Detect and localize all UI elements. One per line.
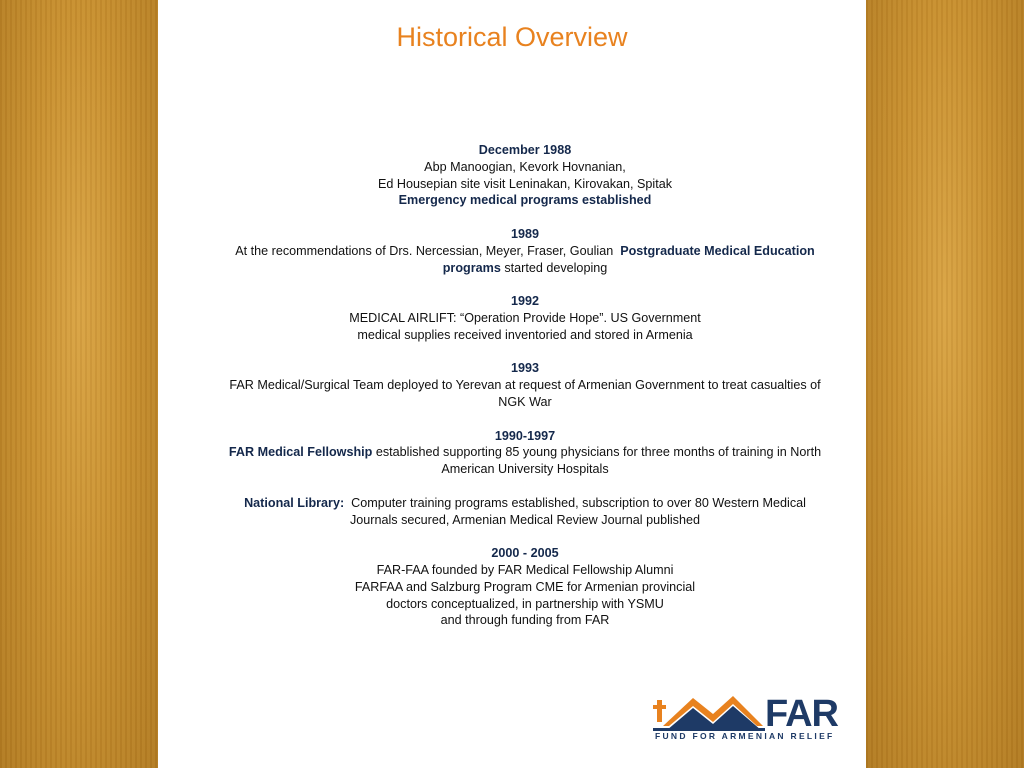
slide-title: Historical Overview — [396, 22, 628, 52]
section-heading: 1989 — [510, 226, 540, 241]
section-text: medical supplies received inventoried and stored in Armenia — [357, 327, 693, 342]
section-1993 — [220, 360, 830, 410]
section-1989 — [220, 226, 830, 276]
section-heading: 1990-1997 — [494, 428, 556, 443]
section-highlight: Postgraduate Medical Education programs — [442, 243, 815, 275]
section-highlight: FAR Medical Fellowship — [228, 445, 373, 460]
section-heading: 2000 - 2005 — [491, 546, 559, 561]
slide — [158, 0, 866, 768]
far-logo-wordmark: FAR — [765, 693, 838, 735]
section-text: and through funding from FAR — [440, 613, 610, 628]
section-text: established supporting 85 young physicians for three months of training in North American University Hospitals — [375, 445, 822, 477]
section-2000-2005 — [220, 545, 830, 629]
section-heading: 1992 — [510, 294, 540, 309]
slide-body — [220, 142, 830, 646]
section-december-1988 — [220, 142, 830, 209]
section-1990-1997 — [220, 428, 830, 478]
section-heading: December 1988 — [478, 143, 572, 157]
section-text: started developing — [504, 260, 608, 275]
section-heading: 1993 — [510, 361, 540, 376]
section-text: Abp Manoogian, Kevork Hovnanian, — [424, 159, 626, 174]
background-texture-right — [866, 0, 1024, 768]
section-text: FARFAA and Salzburg Program CME for Armenian provincial — [354, 579, 696, 594]
far-logo-tagline: FUND FOR ARMENIAN RELIEF — [655, 731, 835, 741]
section-text: Computer training programs established, subscription to over 80 Western Medical Journals secured, Armenian Medical Review Journal published — [349, 495, 806, 527]
section-national-library — [220, 495, 830, 529]
section-text: doctors conceptualized, in partnership with YSMU — [386, 596, 664, 611]
section-1992 — [220, 293, 830, 343]
section-text: At the recommendations of Drs. Nercessian, Meyer, Fraser, Goulian — [235, 243, 614, 258]
section-text: MEDICAL AIRLIFT: “Operation Provide Hope”. US Government — [349, 310, 701, 325]
background-texture-left — [0, 0, 158, 768]
section-text: Ed Housepian site visit Leninakan, Kirovakan, Spitak — [377, 176, 673, 191]
section-text: FAR-FAA founded by FAR Medical Fellowship Alumni — [376, 562, 674, 577]
section-highlight: National Library: — [244, 495, 345, 510]
section-text: FAR Medical/Surgical Team deployed to Yerevan at request of Armenian Government to treat casualties of NGK War — [229, 378, 821, 409]
section-highlight: Emergency medical programs established — [398, 193, 652, 208]
